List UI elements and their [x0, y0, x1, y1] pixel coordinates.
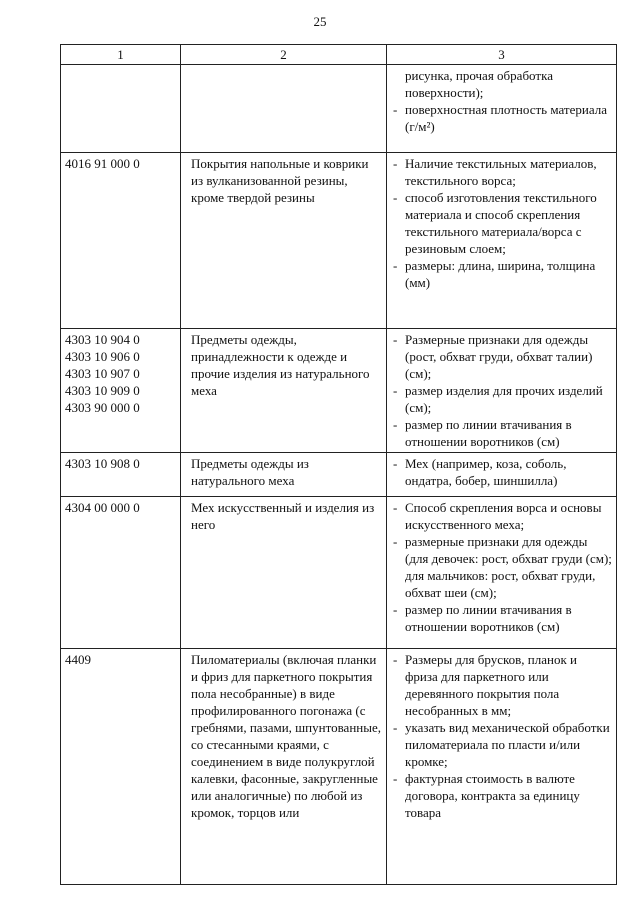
characteristics-cell	[387, 453, 617, 497]
characteristic-item: - способ изготовления текстильного материала и способ скрепления текстильного материала/ворса с резиновым слоем;	[391, 189, 612, 257]
description-cell	[181, 649, 387, 885]
characteristic-item: - размеры: длина, ширина, толщина (мм)	[391, 257, 612, 291]
code: 4409	[65, 652, 91, 667]
description: Покрытия напольные и коврики из вулканизованной резины, кроме твердой резины	[191, 156, 369, 205]
characteristics-cell	[387, 329, 617, 453]
characteristic-item: - размер изделия для прочих изделий (см);	[391, 382, 612, 416]
characteristics-cell	[387, 153, 617, 329]
characteristic-item: - фактурная стоимость в валюте договора, контракта за единицу товара	[391, 770, 612, 821]
characteristic-item: - Размеры для брусков, планок и фриза для паркетного или деревянного покрытия пола несобранных в мм;	[391, 651, 612, 719]
characteristics-cell	[387, 649, 617, 885]
code: 4303 90 000 0	[65, 400, 140, 415]
table-row	[61, 65, 617, 153]
description: Мех искусственный и изделия из него	[191, 500, 375, 532]
table-row	[61, 153, 617, 329]
characteristic-item: - указать вид механической обработки пиломатериала по пласти и/или кромке;	[391, 719, 612, 770]
code: 4303 10 904 0	[65, 332, 140, 347]
table-row	[61, 649, 617, 885]
characteristics-cell	[387, 65, 617, 153]
description-cell	[181, 497, 387, 649]
table-row	[61, 453, 617, 497]
characteristic-item: - Размерные признаки для одежды (рост, обхват груди, обхват талии) (см);	[391, 331, 612, 382]
code: 4303 10 908 0	[65, 456, 140, 471]
header-row	[61, 45, 617, 65]
code-cell	[61, 65, 181, 153]
characteristic-item: - Наличие текстильных материалов, текстильного ворса;	[391, 155, 612, 189]
characteristic-item: рисунка, прочая обработка поверхности);	[405, 68, 553, 100]
code-cell	[61, 497, 181, 649]
code-cell	[61, 453, 181, 497]
page-number: 25	[313, 14, 327, 29]
code: 4016 91 000 0	[65, 156, 140, 171]
description: Пиломатериалы (включая планки и фриз для паркетного покрытия пола несобранные) в виде профилированного погонажа (с гребнями, пазами, шпунтованные, со стесанными краями, с соединением в виде полукруглой калевки, фасонные, закругленные или аналогичные) по любой из кромок, торцов или	[191, 652, 381, 820]
code-cell	[61, 649, 181, 885]
characteristic-item: - размерные признаки для одежды (для девочек: рост, обхват груди (см); для мальчиков: рост, обхват груди, обхват шеи (см);	[391, 533, 612, 601]
description-cell	[181, 65, 387, 153]
characteristic-item: - Мех (например, коза, соболь, ондатра, бобер, шиншилла)	[391, 455, 612, 489]
description-cell	[181, 453, 387, 497]
description-cell	[181, 329, 387, 453]
table-row	[61, 329, 617, 453]
characteristic-item: - поверхностная плотность материала (г/м²)	[391, 101, 612, 135]
table-row	[61, 497, 617, 649]
characteristic-item: - Способ скрепления ворса и основы искусственного меха;	[391, 499, 612, 533]
header-col-2: 2	[181, 45, 387, 65]
header-col-3: 3	[387, 45, 617, 65]
code: 4303 10 909 0	[65, 383, 140, 398]
characteristics-cell	[387, 497, 617, 649]
code-cell	[61, 329, 181, 453]
code-cell	[61, 153, 181, 329]
goods-table	[60, 44, 617, 885]
characteristic-item: - размер по линии втачивания в отношении воротников (см)	[391, 601, 612, 635]
description: Предметы одежды из натурального меха	[191, 456, 309, 488]
code: 4304 00 000 0	[65, 500, 140, 515]
code: 4303 10 907 0	[65, 366, 140, 381]
description: Предметы одежды, принадлежности к одежде и прочие изделия из натурального меха	[191, 332, 370, 398]
code: 4303 10 906 0	[65, 349, 140, 364]
description-cell	[181, 153, 387, 329]
header-col-1: 1	[61, 45, 181, 65]
characteristic-item: - размер по линии втачивания в отношении воротников (см)	[391, 416, 612, 450]
